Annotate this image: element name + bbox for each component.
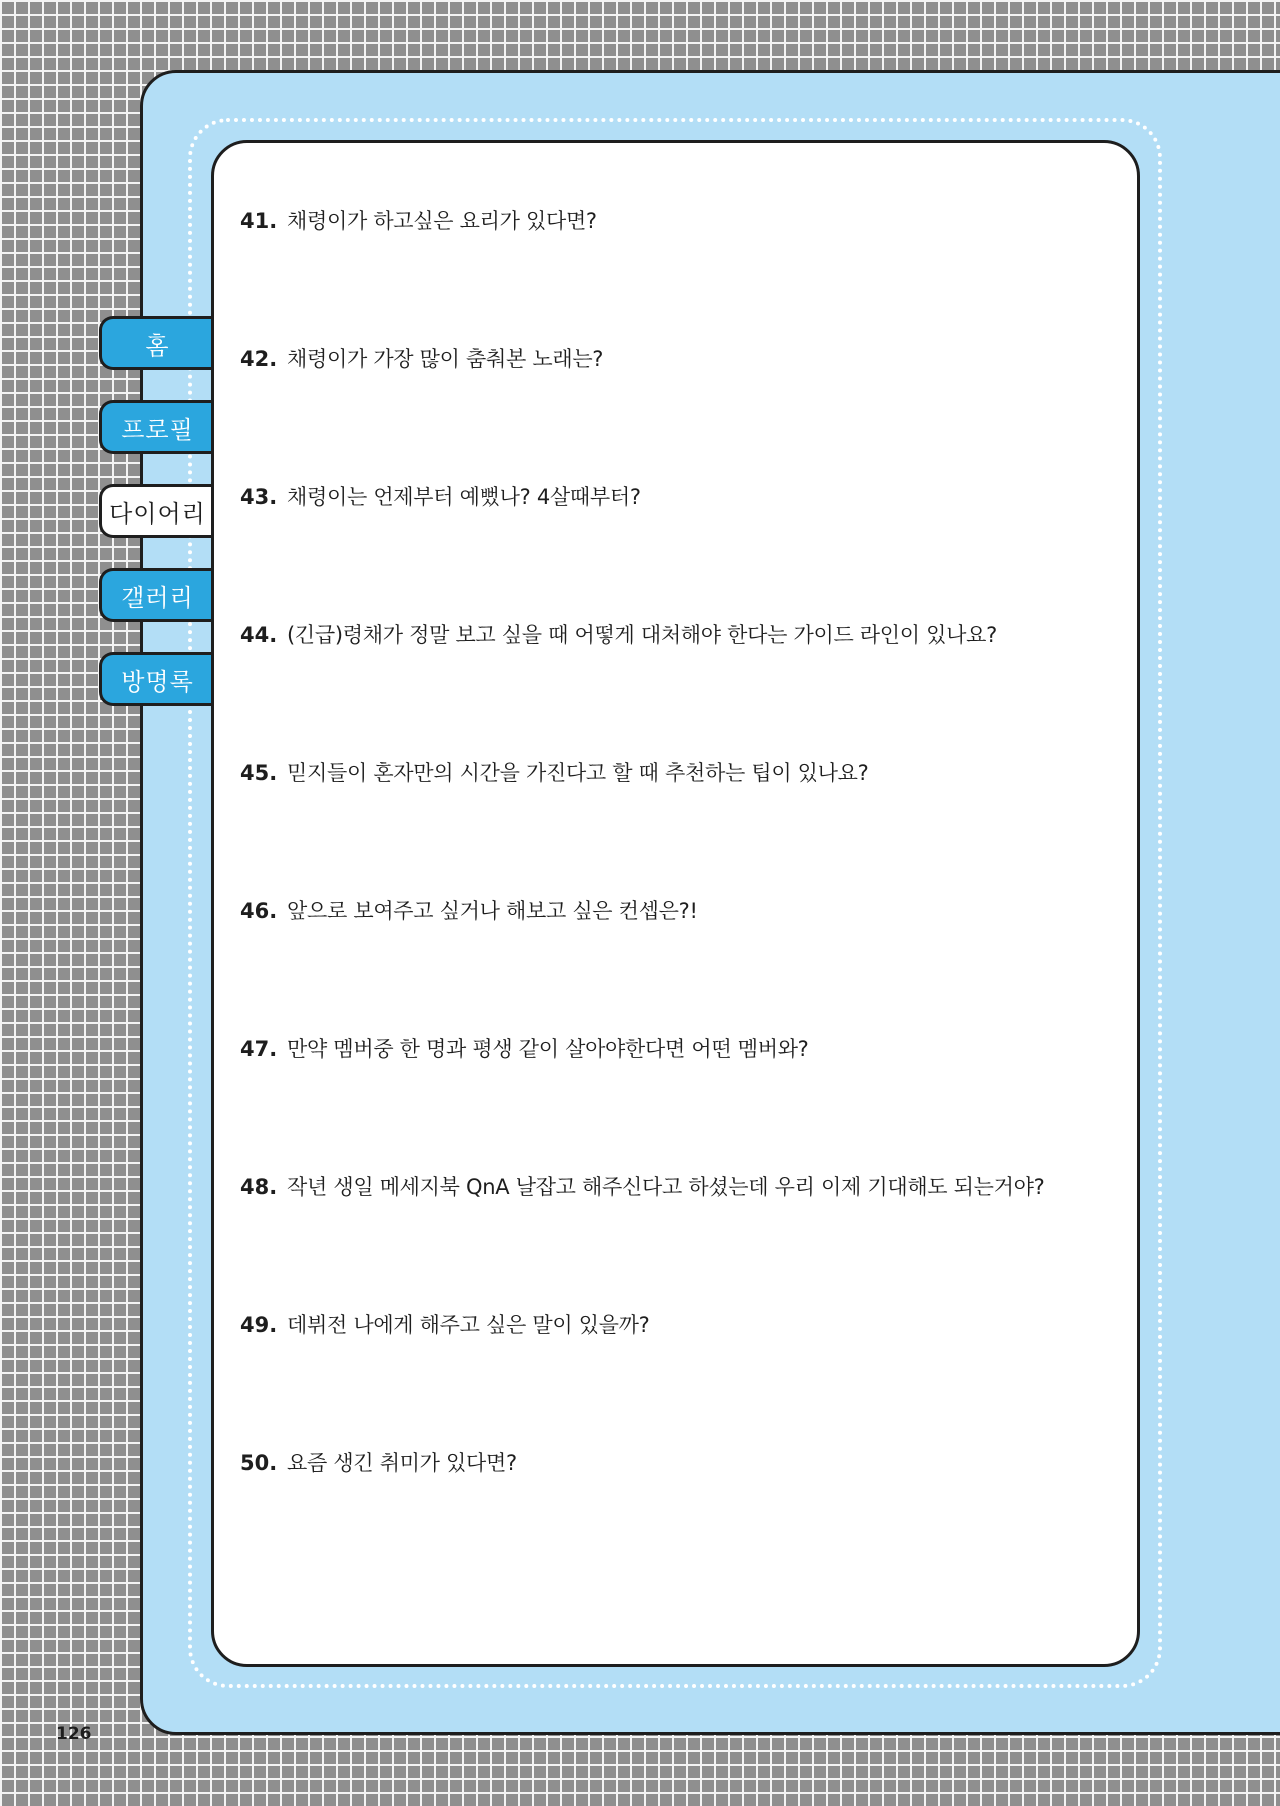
question-number: 43.	[240, 485, 278, 509]
question-number: 48.	[240, 1175, 278, 1199]
question-text: 작년 생일 메세지북 QnA 날잡고 해주신다고 하셨는데 우리 이제 기대해도 되는거야?	[287, 1175, 1045, 1199]
question-text: 요즘 생긴 취미가 있다면?	[287, 1451, 517, 1475]
side-tabs	[99, 316, 213, 736]
question-item	[240, 614, 1120, 752]
question-text: 채령이가 하고싶은 요리가 있다면?	[287, 209, 597, 233]
tab-label: 방명록	[121, 667, 194, 696]
question-item	[240, 1028, 1120, 1166]
tab-label: 다이어리	[109, 499, 206, 528]
question-text: 채령이는 언제부터 예뻤나? 4살때부터?	[287, 485, 641, 509]
question-item	[240, 1442, 1120, 1580]
question-item	[240, 338, 1120, 476]
question-number: 49.	[240, 1313, 278, 1337]
tab-guestbook[interactable]	[99, 652, 213, 706]
question-item	[240, 1166, 1120, 1304]
question-item	[240, 890, 1120, 1028]
question-text: 데뷔전 나에게 해주고 싶은 말이 있을까?	[287, 1313, 650, 1337]
question-number: 45.	[240, 761, 278, 785]
tab-label: 프로필	[121, 415, 194, 444]
question-item	[240, 752, 1120, 890]
tab-label: 홈	[145, 331, 170, 360]
tab-profile[interactable]	[99, 400, 213, 454]
question-number: 50.	[240, 1451, 278, 1475]
question-item	[240, 200, 1120, 338]
question-list	[240, 200, 1120, 1580]
question-text: 만약 멤버중 한 명과 평생 같이 살아야한다면 어떤 멤버와?	[287, 1037, 809, 1061]
tab-diary[interactable]	[99, 484, 213, 538]
tab-label: 갤러리	[121, 583, 194, 612]
tab-gallery[interactable]	[99, 568, 213, 622]
question-number: 42.	[240, 347, 278, 371]
tab-home[interactable]	[99, 316, 213, 370]
question-number: 47.	[240, 1037, 278, 1061]
question-number: 44.	[240, 623, 278, 647]
question-text: 앞으로 보여주고 싶거나 해보고 싶은 컨셉은?!	[287, 899, 698, 923]
question-text: 채령이가 가장 많이 춤춰본 노래는?	[287, 347, 604, 371]
page-number: 126	[56, 1724, 92, 1744]
question-text: 믿지들이 혼자만의 시간을 가진다고 할 때 추천하는 팁이 있나요?	[287, 761, 869, 785]
question-number: 41.	[240, 209, 278, 233]
question-item	[240, 476, 1120, 614]
question-text: (긴급)령채가 정말 보고 싶을 때 어떻게 대처해야 한다는 가이드 라인이 있나요?	[287, 623, 997, 647]
question-item	[240, 1304, 1120, 1442]
question-number: 46.	[240, 899, 278, 923]
